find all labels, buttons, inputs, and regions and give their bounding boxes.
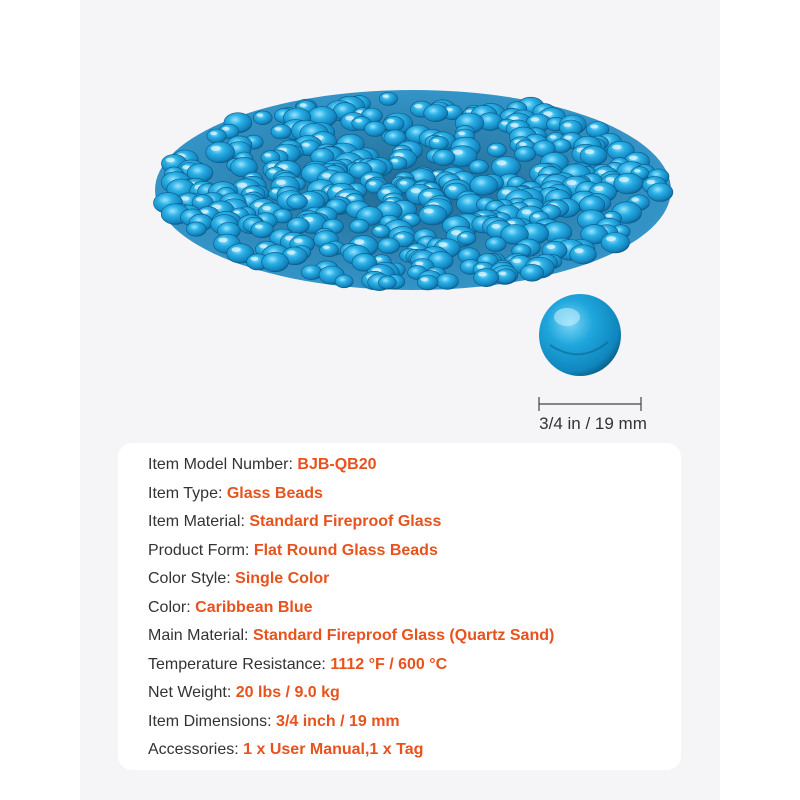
spec-label: Item Type: — [148, 484, 223, 502]
dimension-line — [539, 397, 641, 411]
spec-value: 1 x User Manual,1 x Tag — [243, 741, 424, 758]
spec-value: Flat Round Glass Beads — [253, 541, 438, 559]
spec-row-product-form — [148, 539, 438, 563]
product-image — [80, 0, 720, 440]
spec-label: Main Material: — [148, 627, 249, 644]
spec-row-net-weight — [148, 681, 340, 705]
spec-label: Product Form: — [148, 541, 250, 559]
spec-row-item-dimensions — [148, 710, 400, 734]
glass-beads-illustration — [80, 0, 720, 440]
spec-label: Item Material: — [148, 513, 245, 530]
spec-row-model-number — [148, 453, 377, 477]
spec-row-color — [148, 596, 313, 620]
spec-label: Item Model Number: — [148, 456, 293, 473]
single-bead — [539, 294, 621, 376]
spec-row-item-type — [148, 482, 323, 506]
spec-value: Standard Fireproof Glass — [249, 513, 442, 530]
spec-row-accessories — [148, 738, 423, 762]
spec-row-color-style — [148, 567, 329, 591]
spec-row-main-material — [148, 624, 554, 648]
spec-card — [118, 443, 681, 770]
spec-row-item-material — [148, 510, 441, 534]
spec-value: BJB-QB20 — [297, 456, 377, 473]
spec-value: Glass Beads — [226, 484, 323, 502]
spec-label: Net Weight: — [148, 684, 232, 701]
spec-label: Accessories: — [148, 741, 239, 758]
dimension-label: 3/4 in / 19 mm — [539, 414, 647, 433]
spec-label: Color: — [148, 598, 191, 616]
spec-value: 3/4 inch / 19 mm — [276, 712, 400, 730]
spec-label: Color Style: — [148, 570, 231, 587]
spec-value: Standard Fireproof Glass (Quartz Sand) — [252, 627, 555, 644]
spec-row-temperature-resistance — [148, 653, 447, 677]
spec-value: Caribbean Blue — [195, 598, 313, 616]
spec-value: 1112 °F / 600 °C — [330, 655, 448, 673]
spec-label: Item Dimensions: — [148, 712, 272, 730]
spec-value: 20 lbs / 9.0 kg — [235, 684, 340, 701]
spec-value: Single Color — [235, 570, 330, 587]
spec-label: Temperature Resistance: — [148, 655, 326, 673]
